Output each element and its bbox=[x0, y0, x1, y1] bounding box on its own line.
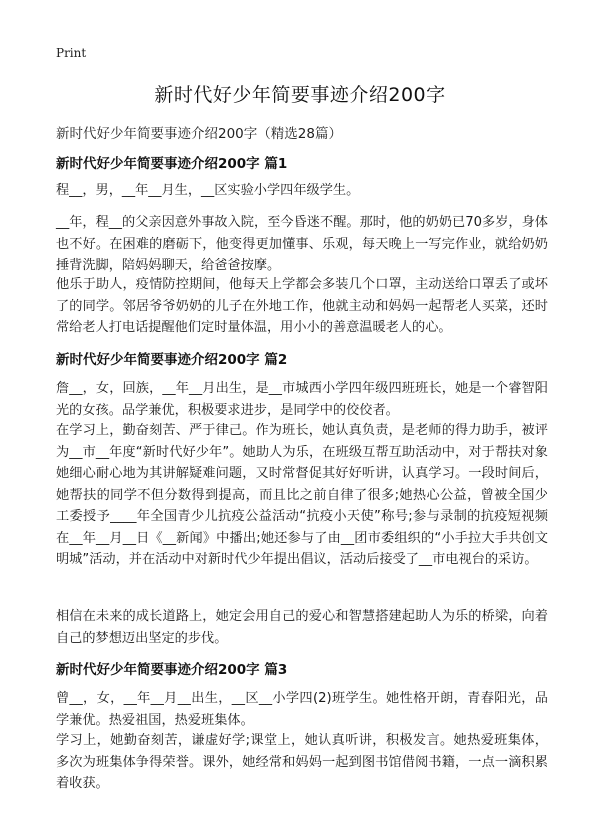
section-1-paragraph-3: 他乐于助人，疫情防控期间，他每天上学都会多装几个口罩，主动送给口罩丢了或坏了的同学。邻居爷爷奶奶的儿子在外地工作，他就主动和妈妈一起帮老人买菜，还时常给老人打电话提醒他们定时量体温，用小小的善意温暖老人的心。 bbox=[56, 277, 548, 335]
document-title: 新时代好少年简要事迹介绍200字 bbox=[154, 84, 446, 106]
section-2-paragraph-2: 在学习上，勤奋刻苦、严于律己。作为班长，她认真负责，是老师的得力助手，被评为__市__年度“新时代好少年”。她助人为乐，在班级互帮互助活动中，对于帮扶对象她细心耐心地为其讲解疑难问题，又时常督促其好好听讲，认真学习。一段时间后，她帮扶的同学不但分数得到提高，而且比之前自律了很多;她热心公益，曾被全国少工委授予____年全国青少儿抗疫公益活动“抗疫小天使”称号;参与录制的抗疫短视频在__年__月__日《__新闻》中播出;她还参与了由__团市委组织的“小手拉大手共创文明城”活动，并在活动中对新时代少年提出倡议，活动后接受了__市电视台的采访。 bbox=[56, 423, 548, 567]
section-3-paragraph-1: 曾__，女，__年__月__出生，__区__小学四(2)班学生。她性格开朗，青春阳光，品学兼优。热爱祖国，热爱班集体。 bbox=[56, 691, 548, 728]
section-heading-3: 新时代好少年简要事迹介绍200字 篇3 bbox=[56, 662, 288, 678]
section-1-paragraph-2: __年，程__的父亲因意外事故入院，至今昏迷不醒。那时，他的奶奶已70多岁，身体也不好。在困难的磨砺下，他变得更加懂事、乐观，每天晚上一写完作业，就给奶奶捶背洗脚，陪妈妈聊天，给爸爸按摩。 bbox=[56, 215, 548, 273]
section-3-paragraph-2: 学习上，她勤奋刻苦，谦虚好学;课堂上，她认真听讲，积极发言。她热爱班集体，多次为班集体争得荣誉。课外，她经常和妈妈一起到图书馆借阅书籍，一点一滴积累着收获。 bbox=[56, 733, 548, 791]
section-1-paragraph-1: 程__，男，__年__月生，__区实验小学四年级学生。 bbox=[56, 183, 360, 198]
section-2-paragraph-1: 詹__，女，回族，__年__月出生，是__市城西小学四年级四班班长，她是一个睿智阳光的女孩。品学兼优，积极要求进步，是同学中的佼佼者。 bbox=[56, 381, 548, 418]
section-heading-1: 新时代好少年简要事迹介绍200字 篇1 bbox=[56, 156, 288, 172]
section-heading-2: 新时代好少年简要事迹介绍200字 篇2 bbox=[56, 352, 288, 368]
print-label: Print bbox=[56, 46, 87, 60]
section-2-paragraph-3: 相信在未来的成长道路上，她定会用自己的爱心和智慧搭建起助人为乐的桥梁，向着自己的梦想迈出坚定的步伐。 bbox=[56, 609, 548, 646]
document-subtitle: 新时代好少年简要事迹介绍200字（精选28篇） bbox=[56, 126, 342, 142]
